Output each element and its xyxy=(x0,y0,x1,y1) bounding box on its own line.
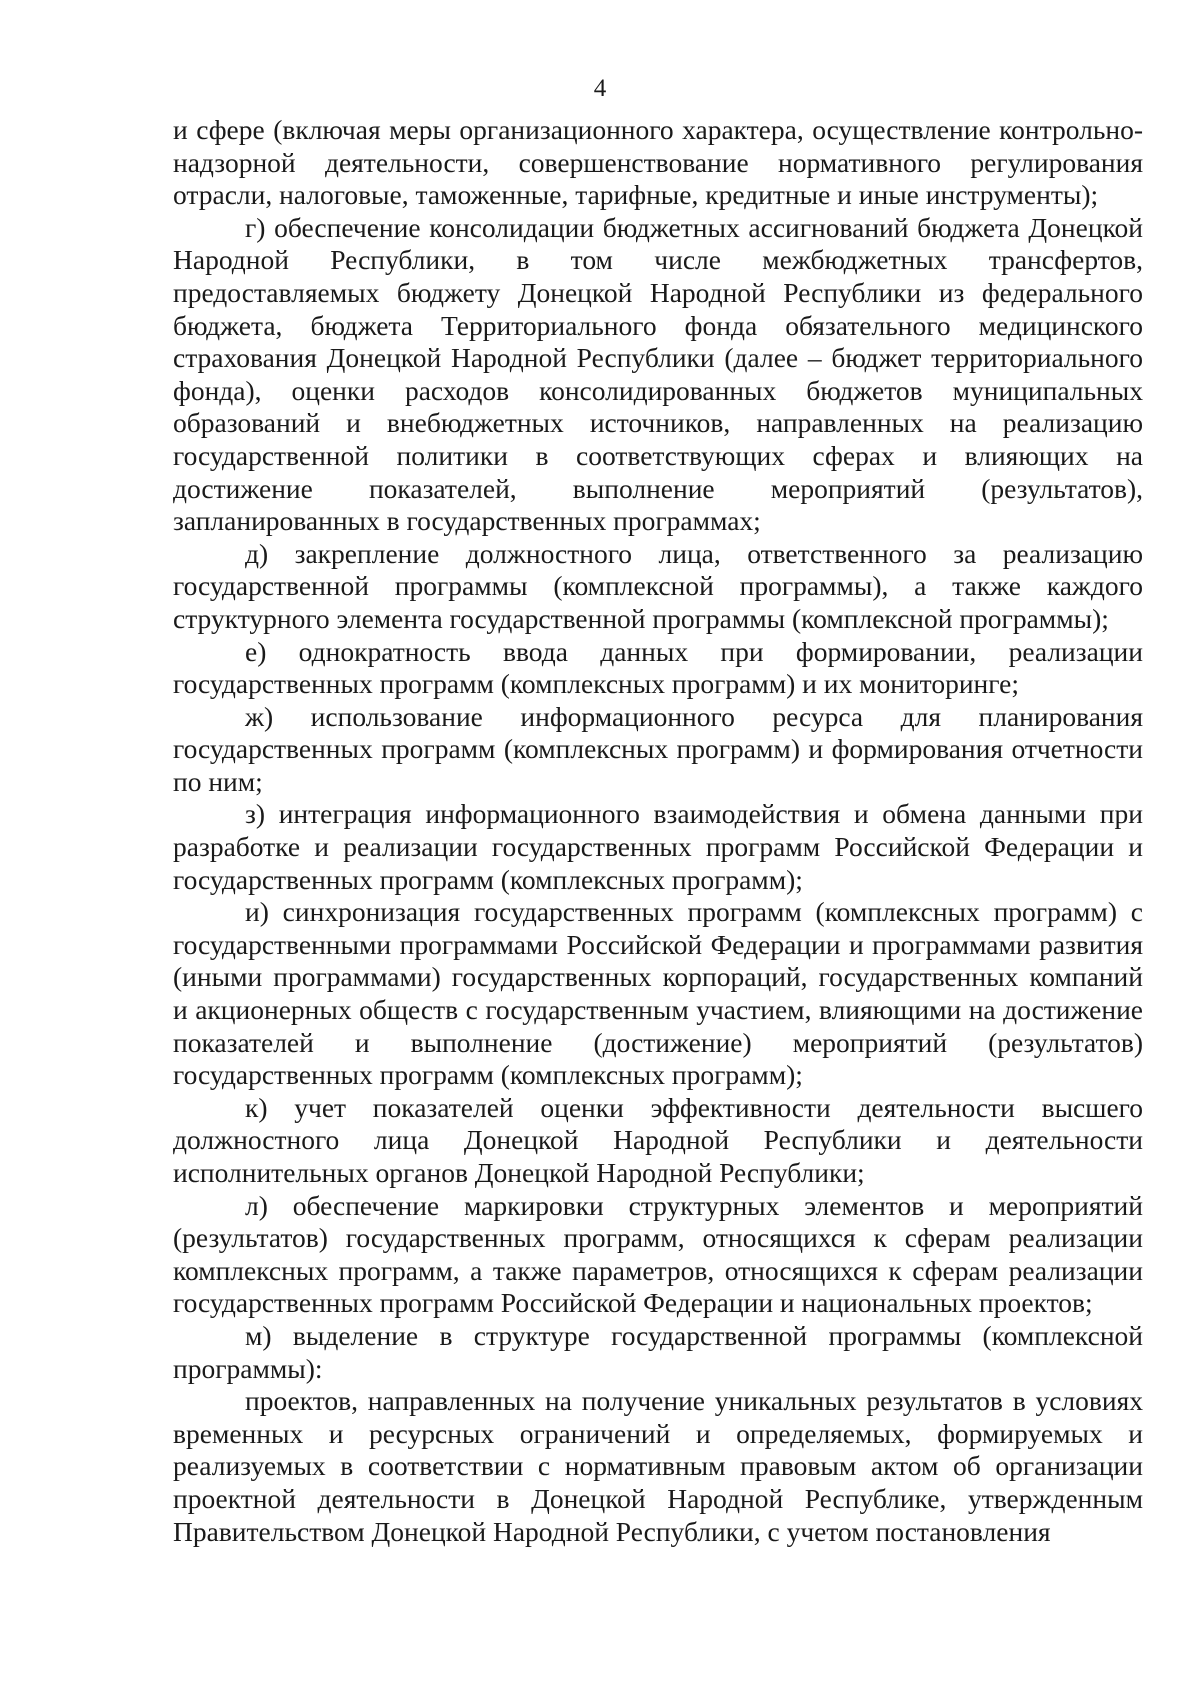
paragraph-item-e: е) однократность ввода данных при формировании, реализации государственных программ (комплексных программ) и их мониторинге; xyxy=(173,635,1143,700)
paragraph-item-k: к) учет показателей оценки эффективности деятельности высшего должностного лица Донецкой Народной Республики и деятельности исполнительных органов Донецкой Народной Республики; xyxy=(173,1091,1143,1188)
page-number: 4 xyxy=(593,75,607,102)
paragraph-item-g: г) обеспечение консолидации бюджетных ассигнований бюджета Донецкой Народной Республики, в том числе межбюджетных трансфертов, предоставляемых бюджету Донецкой Народной Республики из федерального бюджета, бюджета Территориального фонда обязательного медицинского страхования Донецкой Народной Республики (далее – бюджет территориального фонда), оценки расходов консолидированных бюджетов муниципальных образований и внебюджетных источников, направленных на реализацию государственной политики в соответствующих сферах и влияющих на достижение показателей, выполнение мероприятий (результатов), запланированных в государственных программах; xyxy=(173,211,1143,537)
document-body xyxy=(173,114,1143,1548)
paragraph-continuation: и сфере (включая меры организационного характера, осуществление контрольно-надзорной деятельности, совершенствование нормативного регулирования отрасли, налоговые, таможенные, тарифные, кредитные и иные инструменты); xyxy=(173,114,1143,211)
paragraph-item-zh: ж) использование информационного ресурса для планирования государственных программ (комплексных программ) и формирования отчетности по ним; xyxy=(173,700,1143,797)
paragraph-item-z: з) интеграция информационного взаимодействия и обмена данными при разработке и реализации государственных программ Российской Федерации и государственных программ (комплексных программ); xyxy=(173,798,1143,895)
paragraph-item-l: л) обеспечение маркировки структурных элементов и мероприятий (результатов) государственных программ, относящихся к сферам реализации комплексных программ, а также параметров, относящихся к сферам реализации государственных программ Российской Федерации и национальных проектов; xyxy=(173,1189,1143,1319)
paragraph-item-d: д) закрепление должностного лица, ответственного за реализацию государственной программы (комплексной программы), а также каждого структурного элемента государственной программы (комплексной программы); xyxy=(173,537,1143,634)
paragraph-item-m: м) выделение в структуре государственной программы (комплексной программы): xyxy=(173,1319,1143,1384)
paragraph-projects: проектов, направленных на получение уникальных результатов в условиях временных и ресурсных ограничений и определяемых, формируемых и реализуемых в соответствии с нормативным правовым актом об организации проектной деятельности в Донецкой Народной Республике, утвержденным Правительством Донецкой Народной Республики, с учетом постановления xyxy=(173,1385,1143,1547)
paragraph-item-i: и) синхронизация государственных программ (комплексных программ) с государственными программами Российской Федерации и программами развития (иными программами) государственных корпораций, государственных компаний и акционерных обществ с государственным участием, влияющими на достижение показателей и выполнение (достижение) мероприятий (результатов) государственных программ (комплексных программ); xyxy=(173,896,1143,1091)
